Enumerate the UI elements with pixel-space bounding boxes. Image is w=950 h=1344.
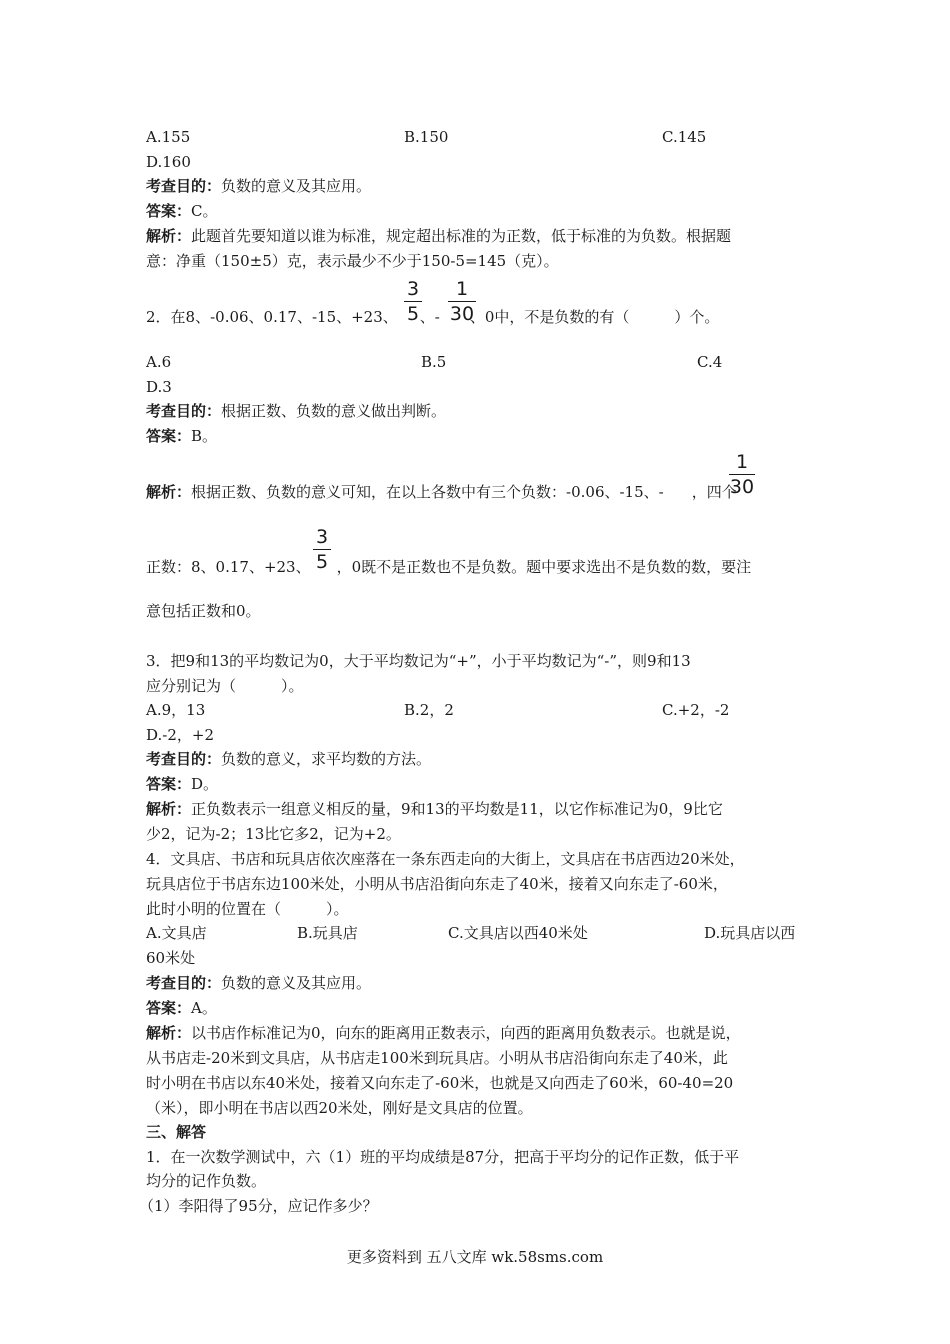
q2-analysis-fraction-3-5: 3 5 (313, 526, 331, 573)
s3-q1-stem: 1．在一次数学测试中，六（1）班的平均成绩是87分，把高于平均分的记作正数，低于平 (146, 1148, 740, 1166)
q1-option-b: B.150 (404, 128, 449, 146)
q2-option-c: C.4 (697, 353, 723, 371)
s3-q1-sub1: （1）李阳得了95分，应记作多少？ (139, 1197, 378, 1215)
q2-option-b: B.5 (421, 353, 447, 371)
q2-purpose: 考查目的：根据正数、负数的意义做出判断。 (146, 402, 447, 420)
q4-stem-end: 此时小明的位置在（ ）。 (146, 900, 349, 918)
q2-analysis: 解析：根据正数、负数的意义可知，在以上各数中有三个负数：-0.06、-15、- ，四个 (146, 483, 737, 501)
section-heading: 三、解答 (146, 1123, 207, 1141)
q3-stem: 3．把9和13的平均数记为0，大于平均数记为“+”，小于平均数记为“-”，则9和13 (146, 652, 691, 670)
q2-stem: 2．在8、-0.06、0.17、-15、+23、 、- 、0中，不是负数的有（ ）个。 (146, 308, 720, 326)
q2-fraction-3-5: 3 5 (404, 278, 422, 325)
q2-fraction-1-30: 1 30 (449, 278, 475, 325)
q4-purpose: 考查目的：负数的意义及其应用。 (146, 974, 372, 992)
q4-analysis: 解析：以书店作标准记为0，向东的距离用正数表示，向西的距离用负数表示。也就是说， (146, 1024, 741, 1042)
page-footer: 更多资料到 五八文库 wk.58sms.com (346, 1248, 604, 1266)
q3-option-d: D.-2，+2 (146, 726, 214, 744)
q4-stem-cont: 玩具店位于书店东边100米处，小明从书店沿街向东走了40米，接着又向东走了-60米， (146, 875, 728, 893)
q2-option-d: D.3 (146, 378, 172, 396)
q1-option-c: C.145 (662, 128, 707, 146)
q4-analysis-line3: 时小明在书店以东40米处，接着又向东走了-60米，也就是又向西走了60米，60-40=20 (146, 1074, 734, 1092)
q3-option-a: A.9，13 (146, 701, 206, 719)
q3-answer: 答案：D。 (146, 775, 219, 793)
q1-analysis: 解析：此题首先要知道以谁为标准，规定超出标准的为正数，低于标准的为负数。根据题 (146, 227, 732, 245)
q1-option-d: D.160 (146, 153, 191, 171)
q4-stem: 4．文具店、书店和玩具店依次座落在一条东西走向的大街上，文具店在书店西边20米处， (146, 850, 745, 868)
q4-option-c: C.文具店以西40米处 (448, 924, 588, 942)
q3-purpose: 考查目的：负数的意义，求平均数的方法。 (146, 750, 432, 768)
q4-option-a: A.文具店 (146, 924, 207, 942)
q3-analysis-cont: 少2，记为-2；13比它多2，记为+2。 (146, 825, 401, 843)
q1-answer: 答案：C。 (146, 202, 218, 220)
q4-option-d: D.玩具店以西 (704, 924, 796, 942)
s3-q1-stem-cont: 均分的记作负数。 (146, 1172, 267, 1190)
q4-option-b: B.玩具店 (297, 924, 358, 942)
q2-answer: 答案：B。 (146, 427, 218, 445)
q3-stem-cont: 应分别记为（ ）。 (146, 677, 304, 695)
q4-answer: 答案：A。 (146, 999, 217, 1017)
q2-analysis-end: 意包括正数和0。 (146, 602, 261, 620)
q2-option-a: A.6 (146, 353, 172, 371)
q4-option-d-cont: 60米处 (146, 949, 196, 967)
q4-analysis-line2: 从书店走-20米到文具店，从书店走100米到玩具店。小明从书店沿街向东走了40米，此 (146, 1049, 728, 1067)
q2-analysis-cont: 正数：8、0.17、+23、 ，0既不是正数也不是负数。题中要求选出不是负数的数，要注 (146, 558, 752, 576)
q3-option-b: B.2，2 (404, 701, 454, 719)
q4-analysis-line4: （米），即小明在书店以西20米处，刚好是文具店的位置。 (146, 1099, 533, 1117)
q1-purpose: 考查目的：负数的意义及其应用。 (146, 177, 372, 195)
q1-analysis-cont: 意：净重（150±5）克，表示最少不少于150-5=145（克）。 (146, 252, 559, 270)
q2-analysis-fraction-1-30: 1 30 (729, 451, 755, 498)
q3-option-c: C.+2，-2 (662, 701, 730, 719)
q1-option-a: A.155 (146, 128, 191, 146)
q3-analysis: 解析：正负数表示一组意义相反的量，9和13的平均数是11，以它作标准记为0，9比它 (146, 800, 723, 818)
